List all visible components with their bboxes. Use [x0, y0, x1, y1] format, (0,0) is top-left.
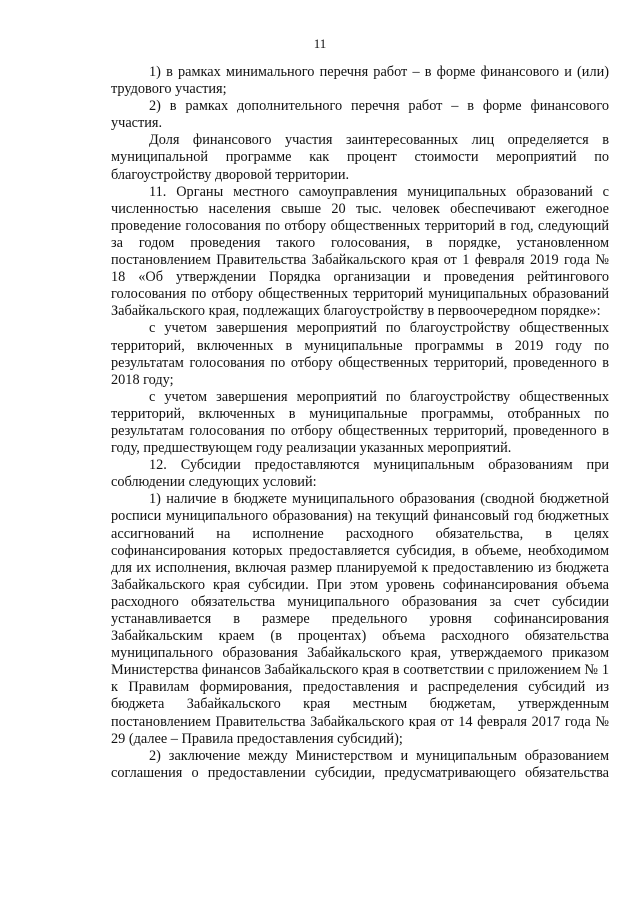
paragraph: 2) в рамках дополнительного перечня работ – в форме финансового участия. [111, 98, 609, 132]
paragraph: 1) наличие в бюджете муниципального образования (сводной бюджетной росписи муниципального образования) на текущий финансовый год бюджетных ассигнований на исполнение расходного обязательства, в целях софинансирования которых предоставляется субсидия, в объеме, необходимом для их исполнения, включая размер планируемой к предоставлению из бюджета Забайкальского края субсидии. При этом уровень софинансирования объема расходного обязательства муниципального образования за счет субсидии устанавливается в размере предельного уровня софинансирования Забайкальским краем (в процентах) объема расходного обязательства муниципального образования Забайкальского края, утверждаемого приказом Министерства финансов Забайкальского края в соответствии с приложением № 1 к Правилам формирования, предоставления и распределения субсидий из бюджета Забайкальского края местным бюджетам, утвержденным постановлением Правительства Забайкальского края от 14 февраля 2017 года № 29 (далее – Правила предоставления субсидий); [111, 491, 609, 747]
paragraph: с учетом завершения мероприятий по благоустройству общественных территорий, включенных в муниципальные программы, отобранных по результатам голосования по отбору общественных территорий, проведенного в году, предшествующем году реализации указанных мероприятий. [111, 388, 609, 457]
document-body [111, 64, 609, 782]
paragraph: 11. Органы местного самоуправления муниципальных образований с численностью населения свыше 20 тыс. человек обеспечивают ежегодное проведение голосования по отбору общественных территорий в год, следующий за годом проведения такого голосования, в порядке, установленном постановлением Правительства Забайкальского края от 1 февраля 2019 года № 18 «Об утверждении Порядка организации и проведения рейтингового голосования по отбору общественных территорий муниципальных образований Забайкальского края, подлежащих благоустройству в первоочередном порядке»: [111, 183, 609, 320]
paragraph: Доля финансового участия заинтересованных лиц определяется в муниципальной программе как процент стоимости мероприятий по благоустройству дворовой территории. [111, 132, 609, 183]
paragraph: 2) заключение между Министерством и муниципальным образованием соглашения о предоставлении субсидии, предусматривающего обязательства [111, 747, 609, 781]
page-number: 11 [313, 36, 327, 51]
paragraph: с учетом завершения мероприятий по благоустройству общественных территорий, включенных в муниципальные программы в 2019 году по результатам голосования по отбору общественных территорий, проведенного в 2018 году; [111, 320, 609, 388]
paragraph: 1) в рамках минимального перечня работ – в форме финансового и (или) трудового участия; [111, 64, 609, 98]
paragraph: 12. Субсидии предоставляются муниципальным образованиям при соблюдении следующих условий: [111, 457, 609, 491]
